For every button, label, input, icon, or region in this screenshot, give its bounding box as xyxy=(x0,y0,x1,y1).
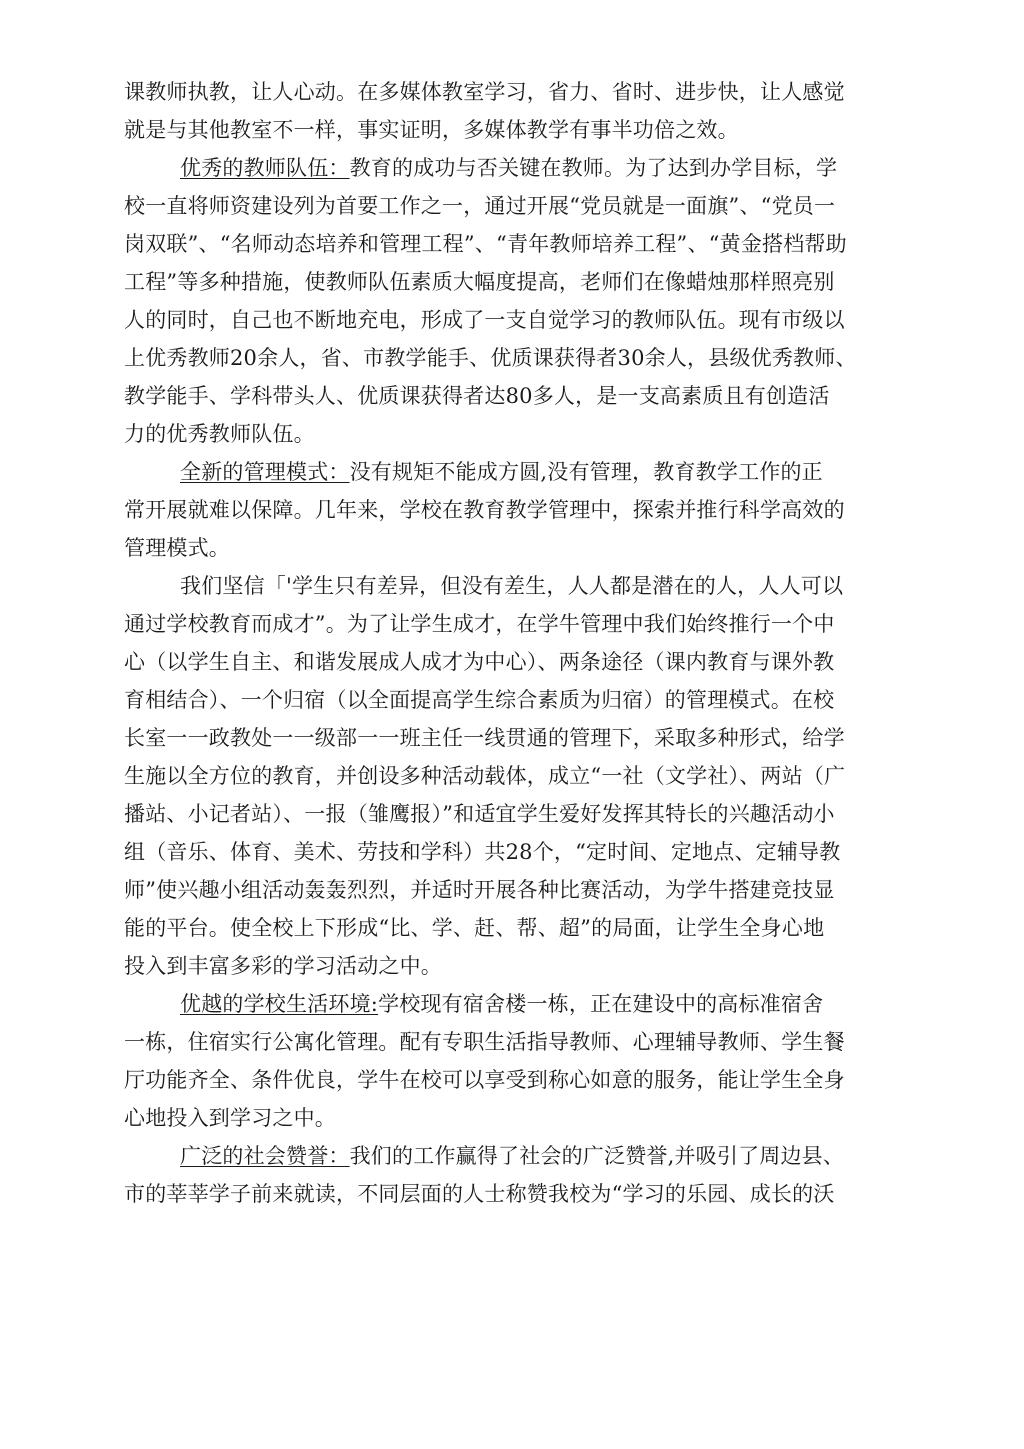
text-line: 播站、小记者站）、一报（雏鹰报）”和适宜学生爱好发挥其特长的兴趣活动小 xyxy=(124,802,835,826)
section-heading-management: 全新的管理模式： xyxy=(180,460,350,484)
text-line: 常开展就难以保障。几年来，学校在教育教学管理中，探索并推行科学高效的 xyxy=(124,498,845,522)
text-line: 生施以全方位的教育，并创设多种活动载体，成立“一社（文学社）、两站（广 xyxy=(124,764,846,788)
text-line: 通过学校教育而成才”。为了让学生成才，在学牛管理中我们始终推行一个中 xyxy=(124,612,835,636)
text-line: 市的莘莘学子前来就读，不同层面的人士称赞我校为“学习的乐园、成长的沃 xyxy=(124,1182,835,1206)
paragraph-reputation xyxy=(180,1143,844,1169)
text-line: 心（以学生自主、和谐发展成人成才为中心）、两条途径（课内教育与课外教 xyxy=(124,650,835,674)
text-line: 管理模式。 xyxy=(124,536,230,560)
paragraph-teachers xyxy=(180,155,837,181)
section-heading-teachers: 优秀的教师队伍： xyxy=(180,156,350,180)
paragraph-management xyxy=(180,459,823,485)
text-run: 没有规矩不能成方圆,没有管理，教育教学工作的正 xyxy=(349,460,823,484)
text-line: 投入到丰富多彩的学习活动之中。 xyxy=(124,954,442,978)
text-line: 长室一一政教处一一级部一一班主任一线贯通的管理下，采取多种形式，给学 xyxy=(124,726,845,750)
text-line: 校一直将师资建设列为首要工作之一，通过开展“党员就是一面旗”、“党员一 xyxy=(124,194,836,218)
text-line: 能的平台。使全校上下形成“比、学、赶、帮、超”的局面，让学生全身心地 xyxy=(124,916,825,940)
text-line: 组（音乐、体育、美术、劳技和学科）共28个，“定时间、定地点、定辅导教 xyxy=(124,840,841,864)
paragraph-belief xyxy=(180,573,843,599)
text-line: 力的优秀教师队伍。 xyxy=(124,422,315,446)
text-line: 教学能手、学科带头人、优质课获得者达80多人，是一支高素质且有创造活 xyxy=(124,384,830,408)
text-run: 我们坚信「'学生只有差异，但没有差生，人人都是潜在的人，人人可以 xyxy=(180,574,844,598)
section-heading-environment: 优越的学校生活环境: xyxy=(180,992,379,1016)
text-run: 我们的工作赢得了社会的广泛赞誉,并吸引了周边县、 xyxy=(349,1144,845,1168)
paragraph-environment xyxy=(180,991,823,1017)
section-heading-reputation: 广泛的社会赞誉： xyxy=(180,1144,350,1168)
text-line: 师”使兴趣小组活动轰轰烈烈，并适时开展各种比赛活动，为学牛搭建竞技显 xyxy=(124,878,835,902)
text-line: 课教师执教，让人心动。在多媒体教室学习，省力、省时、进步快，让人感觉 xyxy=(124,80,845,104)
text-line: 上优秀教师20余人，省、市教学能手、优质课获得者30余人，县级优秀教师、 xyxy=(124,346,857,370)
text-line: 就是与其他教室不一样，事实证明，多媒体教学有事半功倍之效。 xyxy=(124,118,739,142)
text-run: 学校现有宿舍楼一栋，正在建设中的高标准宿舍 xyxy=(378,992,824,1016)
text-line: 人的同时，自己也不断地充电，形成了一支自觉学习的教师队伍。现有市级以 xyxy=(124,308,845,332)
text-line: 心地投入到学习之中。 xyxy=(124,1106,336,1130)
text-line: 工程”等多种措施，使教师队伍素质大幅度提高，老师们在像蜡烛那样照亮别 xyxy=(124,270,835,294)
text-line: 一栋，住宿实行公寓化管理。配有专职生活指导教师、心理辅导教师、学生餐 xyxy=(124,1030,845,1054)
text-line: 育相结合）、一个归宿（以全面提高学生综合素质为归宿）的管理模式。在校 xyxy=(124,688,835,712)
text-line: 厅功能齐全、条件优良，学牛在校可以享受到称心如意的服务，能让学生全身 xyxy=(124,1068,845,1092)
text-line: 岗双联”、“名师动态培养和管理工程”、“青年教师培养工程”、“黄金搭档帮助 xyxy=(124,232,847,256)
text-run: 教育的成功与否关键在教师。为了达到办学目标，学 xyxy=(349,156,838,180)
